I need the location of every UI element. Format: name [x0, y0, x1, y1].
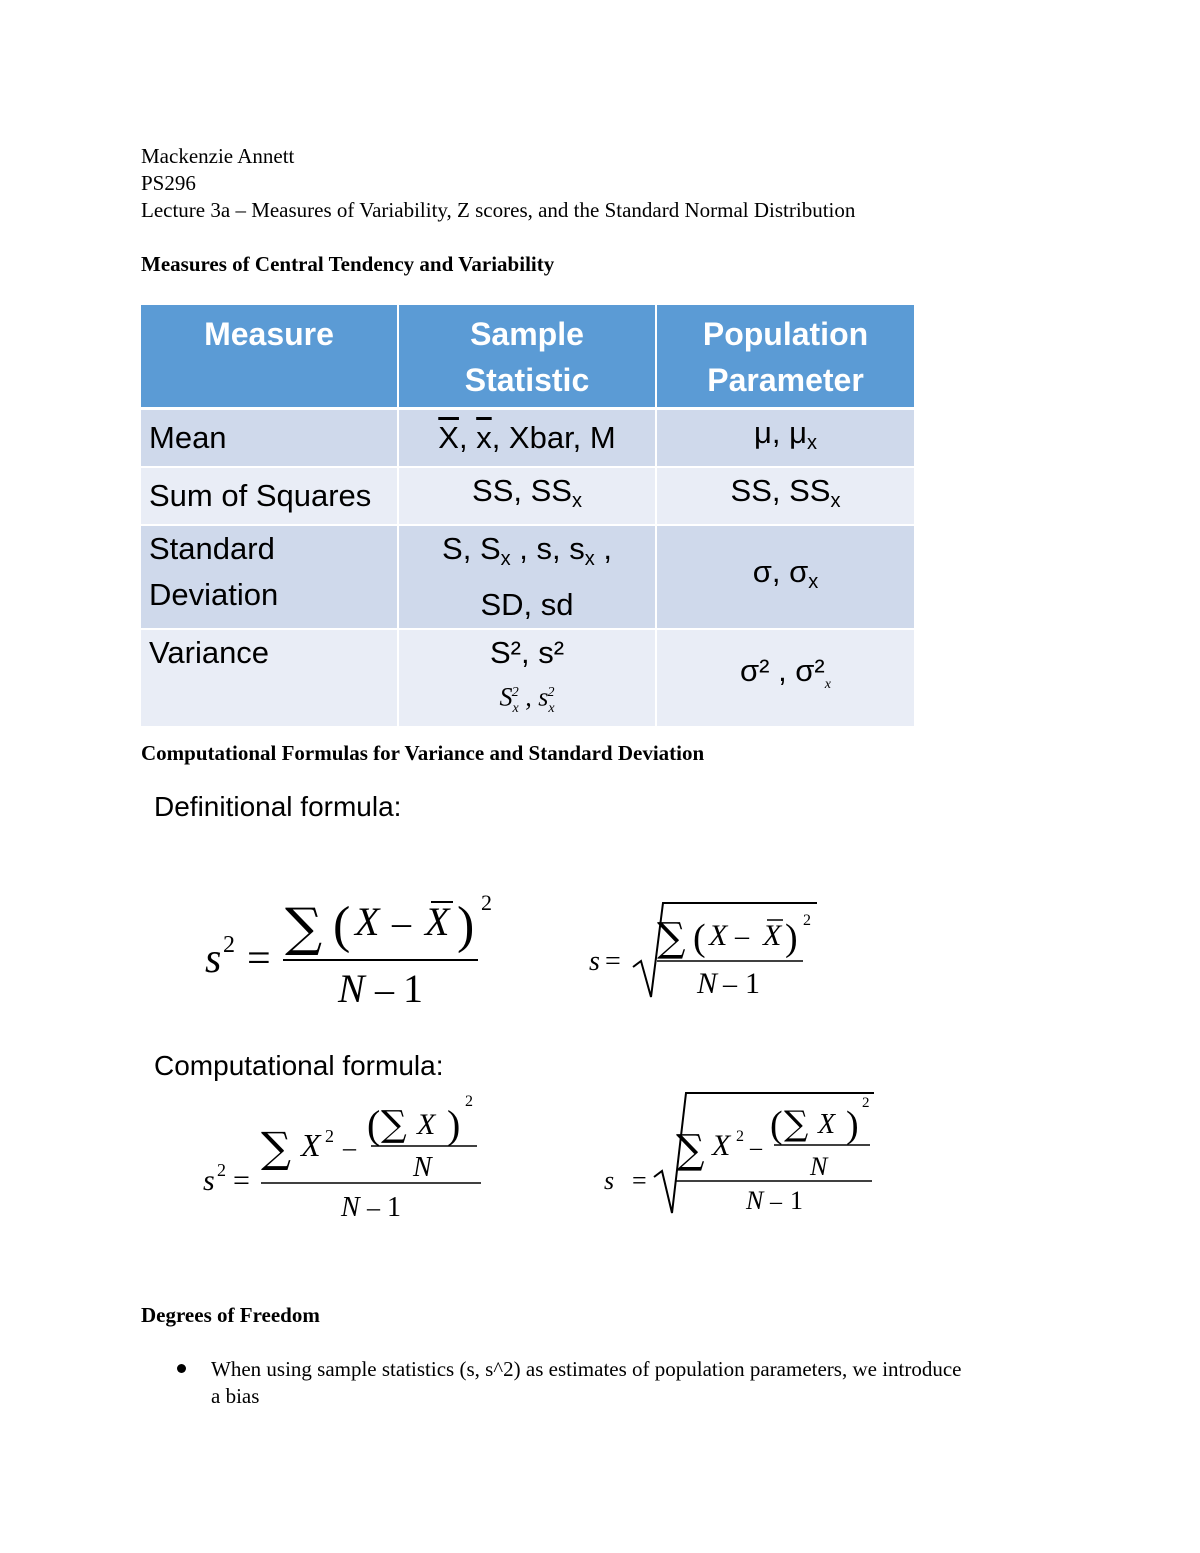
cvar-minus: – — [343, 1133, 356, 1162]
header-measure-label: Measure — [204, 316, 334, 352]
csd-lparen: ( — [770, 1104, 783, 1146]
ss-population-subscript: x — [830, 490, 841, 512]
cell-population-variance: σ² , $\sigma^2_x$ — [656, 629, 914, 726]
cvar-lparen: ( — [367, 1102, 381, 1147]
sd-population-symbols: σ, σ — [752, 554, 809, 589]
sd-lparen: ( — [693, 917, 706, 959]
var-Xbar: X — [425, 899, 450, 944]
sd-Xbar: X — [763, 919, 782, 952]
cell-measure-sd — [141, 525, 398, 629]
csd-s: s — [604, 1166, 615, 1195]
sd-X: X — [709, 919, 728, 952]
ss-sample-subscript: x — [571, 490, 582, 512]
csd-X1-exp: 2 — [736, 1128, 744, 1145]
cvar-X1-exp: 2 — [325, 1126, 334, 1146]
header-population-label: Population — [702, 316, 869, 352]
sd-s: s — [589, 946, 600, 977]
cell-population-mean — [656, 409, 914, 468]
variance-population-symbols: σ² , σ² — [740, 652, 825, 688]
sd-sum: ∑ — [657, 915, 686, 961]
cvar-N: N — [341, 1192, 360, 1223]
cvar-s: s — [203, 1164, 215, 1197]
table-header-row — [141, 305, 914, 409]
sd-N: N — [697, 967, 718, 1000]
sd-label-line2: Deviation — [149, 577, 279, 612]
cvar-X2: X — [417, 1108, 436, 1141]
mean-population-symbols: μ, μ — [754, 415, 807, 450]
cvar-s-exp: 2 — [217, 1160, 226, 1180]
cvar-paren-exp: 2 — [465, 1093, 473, 1110]
bullet-text-line2: a bias — [211, 1384, 260, 1408]
definitional-formula-label: Definitional formula: — [154, 791, 402, 822]
cvar-den-minus: – — [367, 1193, 380, 1222]
header-sample-statistic — [398, 305, 656, 409]
cell-sample-variance — [398, 629, 656, 726]
sd-sample-line1: S, $S_x$ , s, $s_x$ , — [442, 531, 612, 570]
csd-X1: X — [712, 1129, 731, 1162]
var-den-one: 1 — [403, 966, 423, 1011]
variance-sample-line2: $S_x^2$ , $s_x^2$ — [499, 682, 555, 716]
var-eq: = — [247, 936, 271, 982]
definitional-variance-formula — [195, 880, 515, 1015]
sd-label-line1: Standard — [149, 531, 275, 566]
computational-formula-label: Computational formula: — [154, 1050, 444, 1081]
mean-subscript: x — [806, 432, 817, 454]
lecture-title: Lecture 3a – Measures of Variability, Z scores, and the Standard Normal Distribution — [141, 198, 856, 222]
sd-rparen: ) — [785, 917, 798, 959]
csd-den-one: 1 — [790, 1186, 803, 1215]
cell-population-ss — [656, 467, 914, 525]
cvar-X1: X — [301, 1127, 321, 1163]
csd-N: N — [746, 1186, 764, 1215]
variance-sample-line1: S², s² — [489, 635, 565, 670]
table-row-variance — [141, 629, 914, 726]
cvar-rparen: ) — [447, 1102, 461, 1147]
measures-table — [141, 305, 914, 726]
mean-sample-symbols: $\overline{X}$, $\overline{x}$, Xbar, M — [438, 420, 616, 455]
author-name: Mackenzie Annett — [141, 144, 295, 168]
ss-sample-symbols: SS, SS — [472, 473, 572, 508]
cvar-eq: = — [233, 1164, 250, 1197]
sd-den-minus: – — [723, 969, 737, 1000]
cvar-den-one: 1 — [387, 1192, 401, 1223]
var-minus: – — [392, 902, 411, 944]
cell-measure-mean: Mean — [141, 409, 398, 468]
cell-measure-variance: Variance — [141, 629, 398, 726]
sd-subscript: x — [808, 571, 819, 593]
bullet-text-line1: When using sample statistics (s, s^2) as estimates of population parameters, we introduce — [211, 1357, 962, 1381]
var-den-minus: – — [375, 969, 394, 1011]
table-row-standard-deviation — [141, 525, 914, 629]
section-heading-degrees-of-freedom: Degrees of Freedom — [141, 1303, 320, 1327]
var-sum: ∑ — [285, 898, 323, 958]
computational-sd-formula — [600, 1085, 890, 1220]
header-parameter-label: Parameter — [707, 362, 864, 398]
course-code: PS296 — [141, 171, 196, 195]
sd-eq: = — [605, 946, 621, 977]
csd-inner-N: N — [810, 1152, 828, 1181]
sd-minus: – — [735, 921, 749, 952]
sd-den-one: 1 — [745, 967, 760, 1000]
var-rparen: ) — [457, 897, 475, 954]
csd-rparen: ) — [846, 1104, 859, 1146]
bullet-dot — [177, 1364, 186, 1373]
cell-sample-mean — [398, 409, 656, 468]
cell-measure-ss: Sum of Squares — [141, 467, 398, 525]
cell-sample-ss — [398, 467, 656, 525]
csd-minus: – — [750, 1135, 762, 1161]
header-statistic-label: Statistic — [464, 362, 590, 398]
header-sample-label: Sample — [470, 316, 584, 352]
sd-sample-line2: SD, sd — [480, 587, 574, 622]
csd-sum2: ∑ — [784, 1104, 809, 1144]
header-population-parameter — [656, 305, 914, 409]
var-s-exp: 2 — [223, 932, 235, 958]
cvar-sum2: ∑ — [381, 1104, 407, 1145]
cvar-sum1: ∑ — [261, 1123, 291, 1172]
csd-sum1: ∑ — [676, 1127, 705, 1173]
csd-eq: = — [632, 1166, 647, 1195]
var-N: N — [338, 966, 365, 1011]
sd-paren-exp: 2 — [803, 912, 811, 929]
section-heading-central-tendency: Measures of Central Tendency and Variability — [141, 252, 555, 276]
table-row-mean — [141, 409, 914, 468]
cell-population-sd — [656, 525, 914, 629]
var-s: s — [205, 936, 222, 982]
var-lparen: ( — [333, 897, 351, 954]
csd-den-minus: – — [770, 1189, 782, 1215]
csd-X2: X — [818, 1109, 836, 1140]
var-paren-exp: 2 — [481, 890, 492, 915]
section-heading-formulas: Computational Formulas for Variance and Standard Deviation — [141, 741, 705, 765]
header-measure — [141, 305, 398, 409]
table-row-sum-of-squares — [141, 467, 914, 525]
cell-sample-sd — [398, 525, 656, 629]
cvar-inner-N: N — [413, 1152, 432, 1183]
var-X: X — [355, 899, 380, 944]
definitional-sd-formula — [585, 895, 825, 1005]
ss-population-symbols: SS, SS — [730, 473, 831, 508]
computational-variance-formula — [195, 1090, 495, 1225]
csd-paren-exp: 2 — [862, 1095, 870, 1111]
